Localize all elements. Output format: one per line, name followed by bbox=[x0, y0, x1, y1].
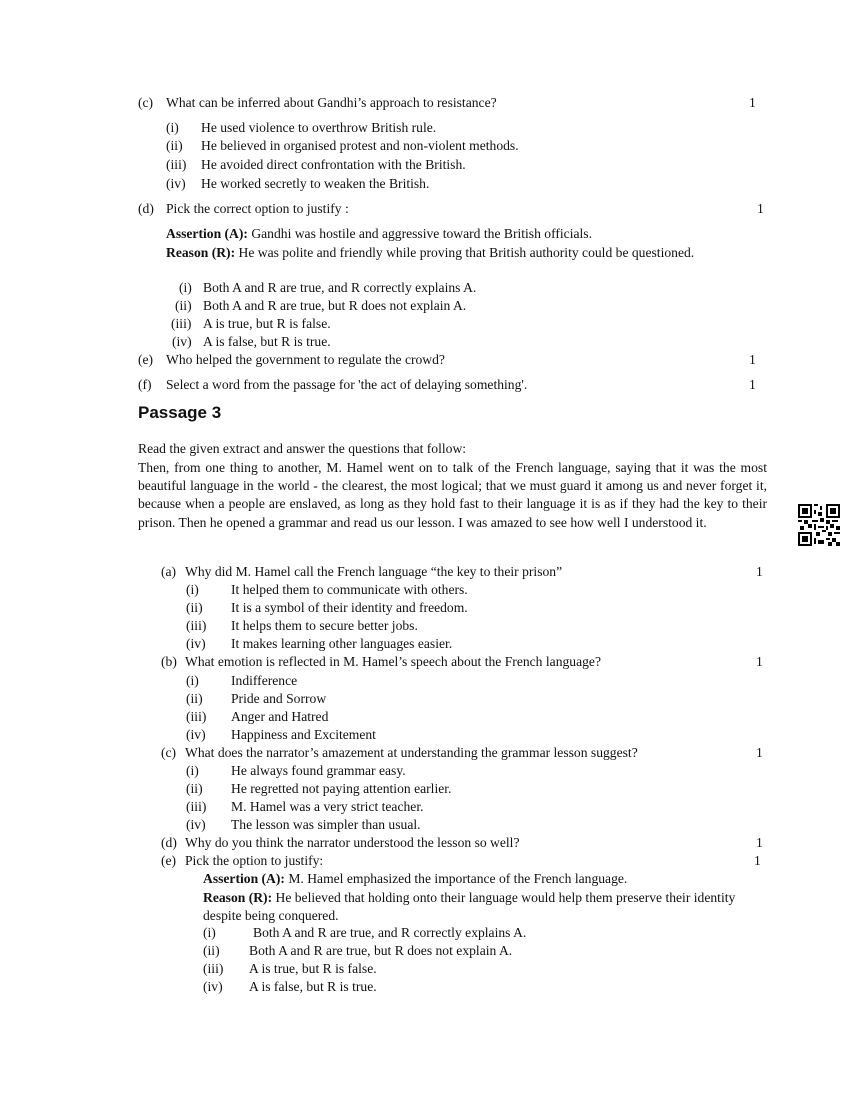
reason-label: Reason (R): bbox=[166, 245, 236, 260]
option-number: (ii) bbox=[186, 691, 203, 706]
option-text: Happiness and Excitement bbox=[231, 727, 376, 742]
option-number: (iv) bbox=[186, 636, 206, 651]
question-label: (d) bbox=[161, 835, 177, 850]
instruction: Read the given extract and answer the questions that follow: bbox=[138, 441, 467, 456]
question-text: What can be inferred about Gandhi’s approach to resistance? bbox=[166, 95, 497, 110]
question-marks: 1 bbox=[756, 835, 763, 850]
reason bbox=[166, 244, 767, 262]
option-number: (iv) bbox=[172, 334, 192, 349]
option-text: He worked secretly to weaken the British. bbox=[201, 176, 430, 191]
option-number: (iii) bbox=[171, 316, 192, 331]
reason-text: He was polite and friendly while proving that British authority could be questioned. bbox=[238, 245, 695, 260]
question-marks: 1 bbox=[749, 352, 756, 367]
option-number: (i) bbox=[179, 280, 192, 295]
question-label: (e) bbox=[161, 853, 177, 868]
option-text: It is a symbol of their identity and freedom. bbox=[231, 600, 468, 615]
question-text: Who helped the government to regulate the crowd? bbox=[166, 352, 445, 367]
question-marks: 1 bbox=[749, 95, 756, 110]
option-number: (i) bbox=[186, 582, 199, 597]
question-label: (a) bbox=[161, 564, 177, 579]
question-label: (c) bbox=[161, 745, 177, 760]
question-marks: 1 bbox=[756, 564, 763, 579]
option-number: (i) bbox=[186, 763, 199, 778]
option-number: (iv) bbox=[186, 817, 206, 832]
qr-code-icon bbox=[798, 504, 840, 546]
option-text: Both A and R are true, and R correctly explains A. bbox=[203, 280, 477, 295]
option-number: (ii) bbox=[186, 600, 203, 615]
option-text: He believed in organised protest and non-violent methods. bbox=[201, 138, 519, 153]
assertion bbox=[203, 871, 627, 887]
section-heading: Passage 3 bbox=[138, 403, 222, 422]
question-text: Select a word from the passage for 'the act of delaying something'. bbox=[166, 377, 528, 392]
assertion-label: Assertion (A): bbox=[166, 226, 248, 241]
question-text: Pick the option to justify: bbox=[185, 853, 324, 868]
option-text: He used violence to overthrow British rule. bbox=[201, 120, 437, 135]
question-text: What does the narrator’s amazement at understanding the grammar lesson suggest? bbox=[185, 745, 638, 760]
option-text: A is false, but R is true. bbox=[203, 334, 331, 349]
question-marks: 1 bbox=[756, 654, 763, 669]
reason-label: Reason (R): bbox=[203, 890, 273, 905]
option-number: (iv) bbox=[203, 979, 223, 994]
assertion bbox=[166, 226, 592, 242]
option-number: (iv) bbox=[166, 176, 186, 191]
option-number: (ii) bbox=[186, 781, 203, 796]
option-number: (i) bbox=[186, 673, 199, 688]
option-text: Both A and R are true, but R does not explain A. bbox=[203, 298, 467, 313]
assertion-text: Gandhi was hostile and aggressive toward the British officials. bbox=[251, 226, 592, 241]
question-label: (c) bbox=[138, 95, 154, 110]
option-number: (ii) bbox=[175, 298, 192, 313]
option-text: It helps them to secure better jobs. bbox=[231, 618, 418, 633]
option-text: Indifference bbox=[231, 673, 298, 688]
option-text: It makes learning other languages easier. bbox=[231, 636, 453, 651]
question-marks: 1 bbox=[749, 377, 756, 392]
option-text: It helped them to communicate with others. bbox=[231, 582, 468, 597]
assertion-label: Assertion (A): bbox=[203, 871, 285, 886]
question-label: (b) bbox=[161, 654, 177, 669]
option-number: (ii) bbox=[203, 943, 220, 958]
question-label: (d) bbox=[138, 201, 154, 216]
question-text: Pick the correct option to justify : bbox=[166, 201, 349, 216]
option-text: He regretted not paying attention earlier. bbox=[231, 781, 452, 796]
question-marks: 1 bbox=[756, 745, 763, 760]
option-number: (iii) bbox=[186, 799, 207, 814]
option-number: (ii) bbox=[166, 138, 183, 153]
option-text: A is true, but R is false. bbox=[249, 961, 377, 976]
option-text: Both A and R are true, but R does not explain A. bbox=[249, 943, 513, 958]
option-text: The lesson was simpler than usual. bbox=[231, 817, 421, 832]
question-marks: 1 bbox=[757, 201, 764, 216]
option-number: (i) bbox=[203, 925, 216, 940]
reason bbox=[203, 889, 767, 925]
option-text: Pride and Sorrow bbox=[231, 691, 327, 706]
option-number: (iii) bbox=[203, 961, 224, 976]
question-text: What emotion is reflected in M. Hamel’s speech about the French language? bbox=[185, 654, 601, 669]
option-text: Both A and R are true, and R correctly explains A. bbox=[253, 925, 527, 940]
option-text: A is true, but R is false. bbox=[203, 316, 331, 331]
passage-extract: Then, from one thing to another, M. Hamel went on to talk of the French language, saying that it was the most beautiful language in the world - the clearest, the most logical; that we must guard it among us and never forget it, because when a people are enslaved, as long as they hold fast to their language it is as if they had the key to their prison. Then he opened a grammar and read us our lesson. I was amazed to see how well I understood it. bbox=[138, 460, 767, 530]
option-number: (iii) bbox=[186, 618, 207, 633]
option-number: (iii) bbox=[186, 709, 207, 724]
option-number: (i) bbox=[166, 120, 179, 135]
option-number: (iv) bbox=[186, 727, 206, 742]
option-text: He avoided direct confrontation with the British. bbox=[201, 157, 466, 172]
question-label: (e) bbox=[138, 352, 154, 367]
question-marks: 1 bbox=[754, 853, 761, 868]
option-text: He always found grammar easy. bbox=[231, 763, 406, 778]
reason-text: He believed that holding onto their language would help them preserve their identity despite being conquered. bbox=[203, 890, 736, 924]
question-text: Why do you think the narrator understood the lesson so well? bbox=[185, 835, 520, 850]
option-text: M. Hamel was a very strict teacher. bbox=[231, 799, 424, 814]
assertion-text: M. Hamel emphasized the importance of the French language. bbox=[288, 871, 628, 886]
option-text: A is false, but R is true. bbox=[249, 979, 377, 994]
option-number: (iii) bbox=[166, 157, 187, 172]
option-text: Anger and Hatred bbox=[231, 709, 329, 724]
question-label: (f) bbox=[138, 377, 152, 392]
question-text: Why did M. Hamel call the French language “the key to their prison” bbox=[185, 564, 563, 579]
